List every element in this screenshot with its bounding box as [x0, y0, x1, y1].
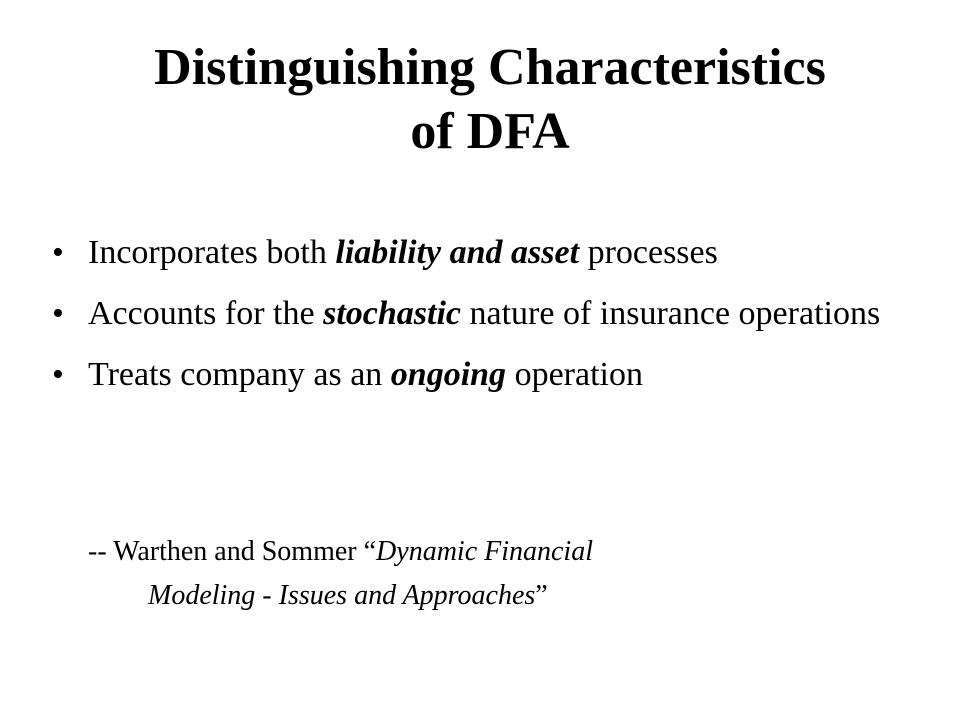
- bullet-item: [52, 232, 932, 274]
- bullet-text: processes: [579, 234, 718, 271]
- bullet-emphasis: stochastic: [323, 295, 462, 332]
- bullet-text: Accounts for the: [88, 295, 324, 332]
- bullet-list: [52, 232, 932, 415]
- citation-title-line-2: Modeling - Issues and Approaches: [148, 580, 536, 611]
- citation-open-quote: “: [363, 536, 377, 567]
- bullet-emphasis: liability and asset: [335, 234, 580, 271]
- bullet-text: nature of insurance operations: [461, 295, 881, 332]
- bullet-icon: •: [52, 295, 64, 332]
- citation: [88, 530, 593, 618]
- slide-title-line-2: of DFA: [410, 103, 570, 160]
- slide-title-line-1: Distinguishing Characteristics: [154, 39, 826, 96]
- bullet-text: Treats company as an: [88, 356, 391, 393]
- bullet-emphasis: ongoing: [390, 356, 507, 393]
- bullet-icon: •: [52, 234, 64, 271]
- citation-close-quote: ”: [535, 580, 548, 611]
- citation-title-line-1: Dynamic Financial: [376, 536, 593, 567]
- citation-line-2: [88, 574, 593, 618]
- bullet-item: [52, 293, 932, 335]
- citation-prefix: -- Warthen and Sommer: [88, 536, 364, 567]
- bullet-text: Incorporates both: [88, 234, 336, 271]
- slide-title: [0, 36, 960, 164]
- bullet-icon: •: [52, 356, 64, 393]
- bullet-text: operation: [506, 356, 643, 393]
- bullet-item: [52, 354, 932, 396]
